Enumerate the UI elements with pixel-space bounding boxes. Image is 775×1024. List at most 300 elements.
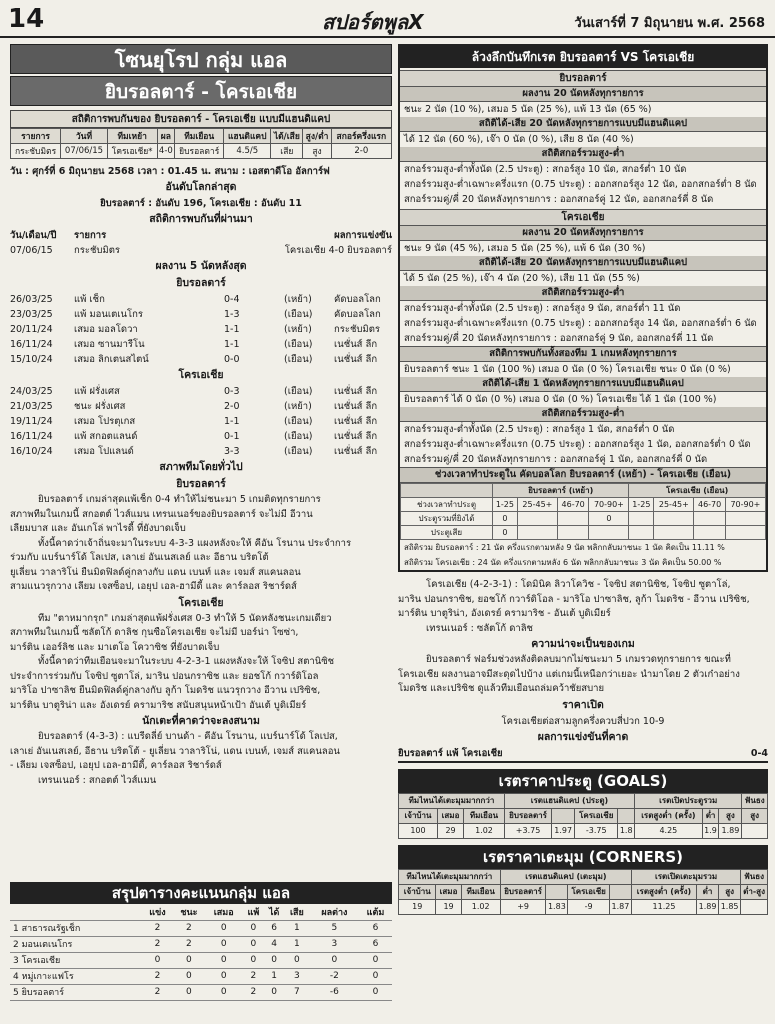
cell: 5 <box>310 920 359 936</box>
cell: 0-3 <box>224 386 240 397</box>
h2h-line: สกอร์รวมสูง-ต่ำทั้งนัด (2.5 ประตู) : สกอร์สูง 1 นัด, สกอร์ต่ำ 0 นัด <box>404 424 675 435</box>
cell: 2-0 <box>331 144 391 159</box>
corners-odds-title: เรตราคาเตะมุม (CORNERS) <box>398 845 768 869</box>
team-a-label: ยิบรอลตาร์ <box>176 277 226 289</box>
cell: 2 มอนเตเนโกร <box>10 936 142 952</box>
cell: เสมอ ซานมารีโน <box>74 339 145 350</box>
cell: 19 <box>399 899 436 914</box>
cell: 1.8 <box>618 823 635 838</box>
cell: สูง <box>303 144 331 159</box>
col-header: รายการ <box>11 129 61 144</box>
band: 25-45+ <box>517 498 557 512</box>
trend-team-a: ยิบรอลตาร์ <box>400 70 766 87</box>
cell: 3 โครเอเชีย <box>10 952 142 968</box>
cell: 0 <box>284 952 310 968</box>
band: 70-90+ <box>589 498 629 512</box>
lineup-title: นักเตะที่คาดว่าจะลงสนาม <box>142 715 260 727</box>
header-result: ผลการแข่งขัน <box>334 230 392 241</box>
cell: 0 <box>173 984 205 1000</box>
cell: 3 <box>310 936 359 952</box>
table-row <box>10 968 392 984</box>
timing-row-label: ช่วงเวลาทำประตู <box>401 498 493 512</box>
cell: 2 <box>142 984 173 1000</box>
cell: เสมอ โปรตุเกส <box>74 416 136 427</box>
col-header: ต่ำ <box>696 884 718 899</box>
cell: 0 <box>205 952 242 968</box>
header-date: วัน/เดือน/ปี <box>10 230 57 241</box>
cell: 0 <box>310 952 359 968</box>
past-meet-row <box>10 243 392 258</box>
cell: -6 <box>310 984 359 1000</box>
left-column <box>10 44 392 1019</box>
cell: เสมอ โปแลนด์ <box>74 446 134 457</box>
cell <box>557 526 588 540</box>
cell: 0-1 <box>224 431 240 442</box>
col-header: สูง <box>719 884 741 899</box>
col-group: ทีมไหนได้เตะมุมมากกว่า <box>399 869 501 884</box>
cell <box>517 526 557 540</box>
cell: แพ้ เช็ก <box>74 294 105 305</box>
cell: 2 <box>142 968 173 984</box>
text-line: ยิบรอลตาร์ (4-3-3) : แบรีดลี่ย์ บานด้า - คีอัน โรนาน, แบร์นาร์โด้ โลเปส, <box>38 731 338 742</box>
cell: 4.25 <box>635 823 703 838</box>
text-line: สามแนวรุกวาง เลียม เจสซ็อป, เอยุป เอล-ฮามีดี้ และ คาร์ลอส ริชาร์ดส์ <box>10 581 297 592</box>
table-row <box>399 823 768 838</box>
list-item <box>10 384 392 399</box>
col-header: ได้/เสีย <box>271 129 303 144</box>
trend-line: สกอร์รวมสูง-ต่ำเฉพาะครึ่งแรก (0.75 ประตู) : ออกสกอร์สูง 14 นัด, ออกสกอร์ต่ำ 6 นัด <box>404 318 757 329</box>
standings-header <box>10 904 392 920</box>
cell: 5 ยิบรอลตาร์ <box>10 984 142 1000</box>
text-line: ยูเลี่ยน วาลาริโน่ ยืนมิดฟิลด์คู่กลางกับ แดน เบนท์ และ เจมส์ สแคนลอน <box>10 566 301 578</box>
col-header: สูง/ต่ำ <box>303 129 331 144</box>
table-row <box>11 144 392 159</box>
cell <box>694 512 725 526</box>
right-column <box>398 44 768 1019</box>
timing-note: สถิติรวม โครเอเชีย : 24 นัด ครึ่งแรกตามหลัง 6 นัด พลิกกลับมาชนะ 3 นัด คิดเป็น 50.00 % <box>404 558 722 567</box>
cell: -3.75 <box>575 823 618 838</box>
cell: (เหย้า) <box>284 401 312 412</box>
col-header <box>10 904 142 920</box>
trend-line: สกอร์รวมคู่/คี่ 20 นัดหลังทุกรายการ : ออกสกอร์คู่ 12 นัด, ออกสกอร์คี่ 8 นัด <box>404 194 714 205</box>
col-header: แฮนดิแคป <box>224 129 271 144</box>
analysis-title: ความน่าจะเป็นของเกม <box>531 638 635 650</box>
col-header: เจ้าบ้าน <box>399 884 436 899</box>
cell: 6 <box>359 936 392 952</box>
cell: 0 <box>205 936 242 952</box>
cell: 0 <box>242 920 264 936</box>
cell <box>742 823 768 838</box>
prediction-row <box>398 746 768 763</box>
cell: ยิบรอลตาร์ <box>175 144 224 159</box>
cell: 07/06/15 <box>61 144 108 159</box>
cell: +9 <box>500 899 546 914</box>
cell: 1.02 <box>461 899 500 914</box>
cell: 2 <box>142 936 173 952</box>
h2h-line: สกอร์รวมสูง-ต่ำเฉพาะครึ่งแรก (0.75 ประตู) : ออกสกอร์สูง 1 นัด, ออกสกอร์ต่ำ 0 นัด <box>404 439 751 450</box>
cell: เสีย <box>271 144 303 159</box>
cell: 2 <box>173 920 205 936</box>
cell: เนชั่นส์ ลีก <box>334 401 378 412</box>
cell: -9 <box>568 899 609 914</box>
fifa-rank: ยิบรอลตาร์ : อันดับ 196, โครเอเชีย : อันดับ 11 <box>100 198 302 209</box>
predict-title: ผลการแข่งขันที่คาด <box>537 730 629 743</box>
cell: 11.25 <box>631 899 696 914</box>
cell: 0 <box>173 952 205 968</box>
trend-line: ได้ 5 นัด (25 %), เจ๊า 4 นัด (20 %), เสีย 11 นัด (55 %) <box>404 273 640 284</box>
trend-line: สกอร์รวมสูง-ต่ำทั้งนัด (2.5 ประตู) : สกอร์สูง 10 นัด, สกอร์ต่ำ 10 นัด <box>404 164 687 175</box>
cell: 1.89 <box>719 823 742 838</box>
match-title: ยิบรอลตาร์ - โครเอเชีย <box>10 76 392 106</box>
cell: 24/03/25 <box>10 386 53 397</box>
col-header: ผลต่าง <box>310 904 359 920</box>
col-header: ทีมเหย้า <box>107 129 157 144</box>
text-line: ทั้งนี้คาดว่าทีมเยือนจะมาในระบบ 4-2-3-1 แผงหลังจะให้ โจซิป สตานิซิช <box>38 656 335 667</box>
past-meet-title: สถิติการพบกันที่ผ่านมา <box>149 213 253 225</box>
text-line: ทั้งนี้คาดว่าเจ้าถิ่นจะมาในระบบ 4-3-3 แผงหลังจะให้ คีอัน โรนาน ประจำการ <box>38 537 352 549</box>
col-group: ฟันธง <box>741 869 768 884</box>
table-row <box>10 984 392 1000</box>
table-row <box>399 899 768 914</box>
cell: 0 <box>359 968 392 984</box>
cell: 1-3 <box>224 309 240 320</box>
list-item <box>10 429 392 444</box>
col-header: ทีมเยือน <box>464 808 505 823</box>
text-line: โมดริช และเปริซิช ดูแล้วทีมเยือนถล่มคว้าชัยสบาย <box>398 683 605 694</box>
cell: 6 <box>264 920 283 936</box>
cell: 4 หมู่เกาะแฟโร <box>10 968 142 984</box>
cell: โครเอเชีย 4-0 ยิบรอลตาร์ <box>284 245 392 256</box>
past-meet-header <box>10 228 392 243</box>
cell: 4.5/5 <box>224 144 271 159</box>
overview-team-b: โครเอเชีย <box>178 596 224 609</box>
col-header: โครเอเชีย <box>568 884 609 899</box>
text-line: มาริโอ ปาซาลิช ยืนมิดฟิลด์คู่กลางกับ ลูก้า โมดริช แนวรุกวาง อีวาน เปริซิช, <box>10 685 321 696</box>
col-group: ทีมไหนได้เตะมุมมากกว่า <box>399 793 505 808</box>
goals-odds-table <box>398 793 768 839</box>
text-line: ยิบรอลตาร์ เกมล่าสุดแพ้เช็ก 0-4 ทำให้ไม่ชนะมา 5 เกมติดทุกรายการ <box>38 494 321 505</box>
col-header: เสมอ <box>205 904 242 920</box>
cell: 7 <box>284 984 310 1000</box>
cell: 1-1 <box>224 416 240 427</box>
cell: 6 <box>359 920 392 936</box>
corners-subheader <box>399 884 768 899</box>
cell: 0 <box>359 984 392 1000</box>
h2h-card-title: สถิติการพบกันของ ยิบรอลตาร์ - โครเอเชีย แบบมีแฮนดิแคป <box>10 110 392 128</box>
cell: (เยือน) <box>284 309 313 320</box>
cell: 1 <box>264 968 283 984</box>
table-row <box>10 952 392 968</box>
cell: เสมอ ลิกเตนสไตน์ <box>74 354 149 365</box>
trend-box <box>398 44 768 572</box>
prediction-match: ยิบรอลตาร์ แพ้ โครเอเชีย <box>398 747 503 759</box>
text-line: ยิบรอลตาร์ ฟอร์มช่วงหลังติดลบมากไม่ชนะมา 5 เกมรวดทุกรายการ ขณะที่ <box>426 654 731 665</box>
cell: (เยือน) <box>284 416 313 427</box>
col-header: เรตสูงต่ำ (ครั้ง) <box>635 808 703 823</box>
lineup-b-text <box>398 578 768 622</box>
list-item <box>10 414 392 429</box>
cell: 07/06/15 <box>10 245 53 256</box>
cell: (เยือน) <box>284 339 313 350</box>
col-header: เจ้าบ้าน <box>399 808 438 823</box>
overview-team-a: ยิบรอลตาร์ <box>176 478 226 490</box>
col-header: เสมอ <box>437 808 463 823</box>
cell: เนชั่นส์ ลีก <box>334 339 378 350</box>
text-line: สภาพทีมในเกมนี้ ซลัตโก้ ดาลิช กุนซือโครเอเชีย จะไม่มี บอร์น่า โซซ่า, <box>10 627 299 638</box>
cell <box>629 512 654 526</box>
band: 46-70 <box>557 498 588 512</box>
text-line: โครเอเชีย (4-2-3-1) : โดมินิค ลิวาโควิช - โจซิป สตานิซิช, โจซิป ซูตาโล่, <box>426 579 731 590</box>
cell: 20/11/24 <box>10 324 53 335</box>
cell: 4-0 <box>157 144 175 159</box>
cell: แพ้ มอนเตเนโกร <box>74 309 143 320</box>
coach-a: เทรนเนอร์ : สกอตต์ ไวส์แมน <box>38 774 157 786</box>
cell: กระชับมิตร <box>334 324 380 335</box>
page-header <box>0 0 775 38</box>
cell: 0-0 <box>224 354 240 365</box>
text-line: ร่วมกับ แบร์นาร์โด้ โลเปส, เลาเย่ อันเนสเลย์ และ อีธาน บริตโต้ <box>10 552 269 563</box>
h2h-line: ยิบรอลตาร์ ชนะ 1 นัด (100 %) เสมอ 0 นัด (0 %) โครเอเชีย ชนะ 0 นัด (0 %) <box>404 364 731 375</box>
cell: 0 <box>493 526 518 540</box>
cell: (เยือน) <box>284 386 313 397</box>
list-item <box>10 322 392 337</box>
col-header: เสมอ <box>436 884 461 899</box>
cell <box>694 526 725 540</box>
cell: แพ้ ฝรั่งเศส <box>74 386 120 397</box>
h2h-sub: สถิติสกอร์รวมสูง-ต่ำ <box>400 407 766 422</box>
col-header: ทีมเยือน <box>175 129 224 144</box>
timing-row-label: ประตูรวมที่ยิงได้ <box>401 512 493 526</box>
cell <box>725 512 765 526</box>
cell: เนชั่นส์ ลีก <box>334 354 378 365</box>
col-header: ยิบรอลตาร์ <box>500 884 546 899</box>
text-line: โครเอเชีย ผลงานอาจมีสะดุดไปบ้าง แต่เกมนี้เหนือกว่าเยอะ นำมาโดย 2 ตัวเก๋าอย่าง <box>398 668 740 680</box>
cell: 1.85 <box>719 899 741 914</box>
cell: 1.87 <box>609 899 631 914</box>
standings-title: สรุปตารางคะแนนกลุ่ม แอล <box>10 882 392 904</box>
cell: 3-3 <box>224 446 240 457</box>
cell: 21/03/25 <box>10 401 53 412</box>
cell: 1.89 <box>696 899 718 914</box>
list-item <box>10 307 392 322</box>
trend-sub: ผลงาน 20 นัดหลังทุกรายการ <box>400 87 766 102</box>
goals-subheader <box>399 808 768 823</box>
cell: 2 <box>142 920 173 936</box>
text-line: มาร์ติน บาตูริน่า, อังเดรย์ ครามาริช - อันเต้ บูดิเมียร์ <box>398 608 611 619</box>
timing-row-label: ประตูเสีย <box>401 526 493 540</box>
overview-title: สภาพทีมโดยทั่วไป <box>159 461 243 473</box>
col-header <box>618 808 635 823</box>
issue-date: วันเสาร์ที่ 7 มิถุนายน พ.ศ. 2568 <box>574 16 765 31</box>
col-group: ฟันธง <box>742 793 768 808</box>
cell <box>517 512 557 526</box>
h2h-line: ยิบรอลตาร์ ได้ 0 นัด (0 %) เสมอ 0 นัด (0 %) โครเอเชีย ได้ 1 นัด (100 %) <box>404 394 717 405</box>
prediction-score: 0-4 <box>750 747 768 759</box>
cell: 1 สาธารณรัฐเช็ก <box>10 920 142 936</box>
cell: 1.83 <box>546 899 568 914</box>
col-header: สกอร์ครึ่งแรก <box>331 129 391 144</box>
col-header: เรตสูงต่ำ (ครั้ง) <box>631 884 696 899</box>
cell: 0 <box>205 968 242 984</box>
cell: 1 <box>284 920 310 936</box>
timing-table <box>400 483 766 540</box>
col-header <box>546 884 568 899</box>
cell <box>654 526 694 540</box>
cell: กระชับมิตร <box>74 245 120 256</box>
last5-title: ผลงาน 5 นัดหลังสุด <box>155 260 247 272</box>
cell: 2 <box>242 968 264 984</box>
col-header: ชนะ <box>173 904 205 920</box>
list-item <box>10 337 392 352</box>
header-comp: รายการ <box>74 230 107 241</box>
cell: คัดบอลโลก <box>334 294 381 305</box>
overview-a-text <box>10 493 392 595</box>
text-line: - เลียม เจสซ็อป, เอยุป เอล-ฮามีดี้, คาร์ลอส ริชาร์ดส์ <box>10 760 222 771</box>
cell: 100 <box>399 823 438 838</box>
cell: 1 <box>284 936 310 952</box>
trend-sub: สถิติสกอร์รวมสูง-ต่ำ <box>400 286 766 301</box>
col-header <box>609 884 631 899</box>
trend-title: ล้วงลึกบันทึกเรต ยิบรอลตาร์ VS โครเอเชีย <box>400 46 766 68</box>
timing-away: โครเอเชีย (เยือน) <box>629 484 766 498</box>
cell: 0 <box>242 936 264 952</box>
cell: 2-0 <box>224 401 240 412</box>
cell: 3 <box>284 968 310 984</box>
trend-sub: สถิติได้-เสีย 20 นัดหลังทุกรายการแบบมีแฮนดิแคป <box>400 117 766 132</box>
cell: 0-4 <box>224 294 240 305</box>
cell: 1.97 <box>552 823 575 838</box>
band: 70-90+ <box>725 498 765 512</box>
fifa-rank-title: อันดับโลกล่าสุด <box>165 181 237 193</box>
text-line: เลาเย่ อันเนสเลย์, อีธาน บริตโต้ - ยูเลี่ยน วาลาริโน่, แดน เบนท์, เจมส์ สแคนลอน <box>10 745 340 757</box>
col-header <box>552 808 575 823</box>
trend-sub: สถิติสกอร์รวมสูง-ต่ำ <box>400 147 766 162</box>
list-item <box>10 292 392 307</box>
cell: 0 <box>589 512 629 526</box>
cell: 0 <box>205 920 242 936</box>
cell <box>725 526 765 540</box>
cell: -2 <box>310 968 359 984</box>
cell: 0 <box>264 952 283 968</box>
list-item <box>10 399 392 414</box>
trend-line: ได้ 12 นัด (60 %), เจ๊า 0 นัด (0 %), เสีย 8 นัด (40 %) <box>404 134 634 145</box>
cell: 0 <box>493 512 518 526</box>
list-item <box>10 352 392 367</box>
band: 25-45+ <box>654 498 694 512</box>
trend-team-b: โครเอเชีย <box>400 209 766 226</box>
team-b-label: โครเอเชีย <box>178 369 224 381</box>
cell: 2 <box>173 936 205 952</box>
cell: 0 <box>242 952 264 968</box>
band: 1-25 <box>493 498 518 512</box>
cell: 0 <box>205 984 242 1000</box>
trend-sub: ผลงาน 20 นัดหลังทุกรายการ <box>400 226 766 241</box>
col-header: แพ้ <box>242 904 264 920</box>
cell: 23/03/25 <box>10 309 53 320</box>
col-header: ได้ <box>264 904 283 920</box>
col-header: ต่ำ <box>702 808 719 823</box>
league-title: โซนยุโรป กลุ่ม แอล <box>10 44 392 74</box>
lineup-a-text <box>10 730 392 774</box>
h2h-sub: สถิติได้-เสีย 1 นัดหลังทุกรายการแบบมีแฮนดิแคป <box>400 377 766 392</box>
cell <box>589 526 629 540</box>
cell: 16/11/24 <box>10 339 53 350</box>
cell <box>629 526 654 540</box>
cell: 1-1 <box>224 324 240 335</box>
cell: (เยือน) <box>284 431 313 442</box>
cell: 29 <box>437 823 463 838</box>
cell: 4 <box>264 936 283 952</box>
col-header: แต้ม <box>359 904 392 920</box>
h2h-line: สกอร์รวมคู่/คี่ 20 นัดหลังทุกรายการ : ออกสกอร์คู่ 1 นัด, ออกสกอร์คี่ 0 นัด <box>404 454 708 465</box>
form-b-list <box>10 384 392 459</box>
cell: (เยือน) <box>284 446 313 457</box>
brand-logo: สปอร์ตพูลX <box>322 10 424 34</box>
table-row <box>10 920 392 936</box>
cell: 0 <box>173 968 205 984</box>
band: 1-25 <box>629 498 654 512</box>
cell: 1.9 <box>702 823 719 838</box>
analysis-text <box>398 653 768 697</box>
col-header: ผล <box>157 129 175 144</box>
col-header: โครเอเชีย <box>575 808 618 823</box>
cell: (เหย้า) <box>284 294 312 305</box>
cell: 0 <box>359 952 392 968</box>
cell: 0 <box>142 952 173 968</box>
cell: (เยือน) <box>284 354 313 365</box>
cell: ชนะ ฝรั่งเศส <box>74 401 126 412</box>
cell <box>654 512 694 526</box>
text-line: ทีม "ตาหมากรุก" เกมล่าสุดแพ้ฝรั่งเศส 0-3 ทำให้ 5 นัดหลังชนะเกมเดียว <box>38 612 332 624</box>
col-header: แข่ง <box>142 904 173 920</box>
opening-price: โครเอเชียต่อสามลูกครึ่งควบสี่ปวก 10-9 <box>501 715 665 727</box>
price-title: ราคาเปิด <box>562 698 604 711</box>
cell <box>557 512 588 526</box>
band: 46-70 <box>694 498 725 512</box>
cell: 1.02 <box>464 823 505 838</box>
corners-odds-table <box>398 869 768 915</box>
col-group: เรตเปิดประตูรวม <box>635 793 742 808</box>
text-line: เลียมบาส และ อันเกโล่ พาไรดี้ ที่ยังบาดเจ็บ <box>10 523 186 534</box>
timing-note: สถิติรวม ยิบรอลตาร์ : 21 นัด ครึ่งแรกตามหลัง 9 นัด พลิกกลับมาชนะ 1 นัด คิดเป็น 11.11 % <box>404 543 725 552</box>
trend-line: สกอร์รวมคู่/คี่ 20 นัดหลังทุกรายการ : ออกสกอร์คู่ 9 นัด, ออกสกอร์คี่ 11 นัด <box>404 333 714 344</box>
text-line: สภาพทีมในเกมนี้ สกอตต์ ไวส์แมน เทรนเนอร์ของยิบรอลตาร์ จะไม่มี อีวาน <box>10 508 313 520</box>
coach-b: เทรนเนอร์ : ซลัตโก้ ดาลิช <box>426 622 533 634</box>
table-row <box>10 936 392 952</box>
col-header: สูง <box>719 808 742 823</box>
cell: +3.75 <box>504 823 551 838</box>
cell: เนชั่นส์ ลีก <box>334 446 378 457</box>
form-a-list <box>10 292 392 367</box>
cell: 26/03/25 <box>10 294 53 305</box>
trend-sub: สถิติได้-เสีย 20 นัดหลังทุกรายการแบบมีแฮนดิแคป <box>400 256 766 271</box>
cell: 19/11/24 <box>10 416 53 427</box>
col-header: วันที่ <box>61 129 108 144</box>
col-header: ทีมเยือน <box>461 884 500 899</box>
col-group: เรตเปิดเตะมุมรวม <box>631 869 740 884</box>
cell: 2 <box>242 984 264 1000</box>
text-line: มาริน ปอนกราซิช, ยอชโก้ กวาร์ดิโอล - มาริโอ ปาซาลิช, ลูก้า โมดริช - อีวาน เปริซิช, <box>398 593 750 605</box>
standings-table <box>10 904 392 1001</box>
overview-b-text <box>10 612 392 714</box>
list-item <box>10 444 392 459</box>
goals-odds-title: เรตราคาประตู (GOALS) <box>398 769 768 793</box>
cell: เนชั่นส์ ลีก <box>334 431 378 442</box>
cell: 0 <box>264 984 283 1000</box>
timing-blank <box>401 484 493 498</box>
cell: กระชับมิตร <box>11 144 61 159</box>
col-group: เรตแฮนดิแคป (เตะมุม) <box>500 869 631 884</box>
